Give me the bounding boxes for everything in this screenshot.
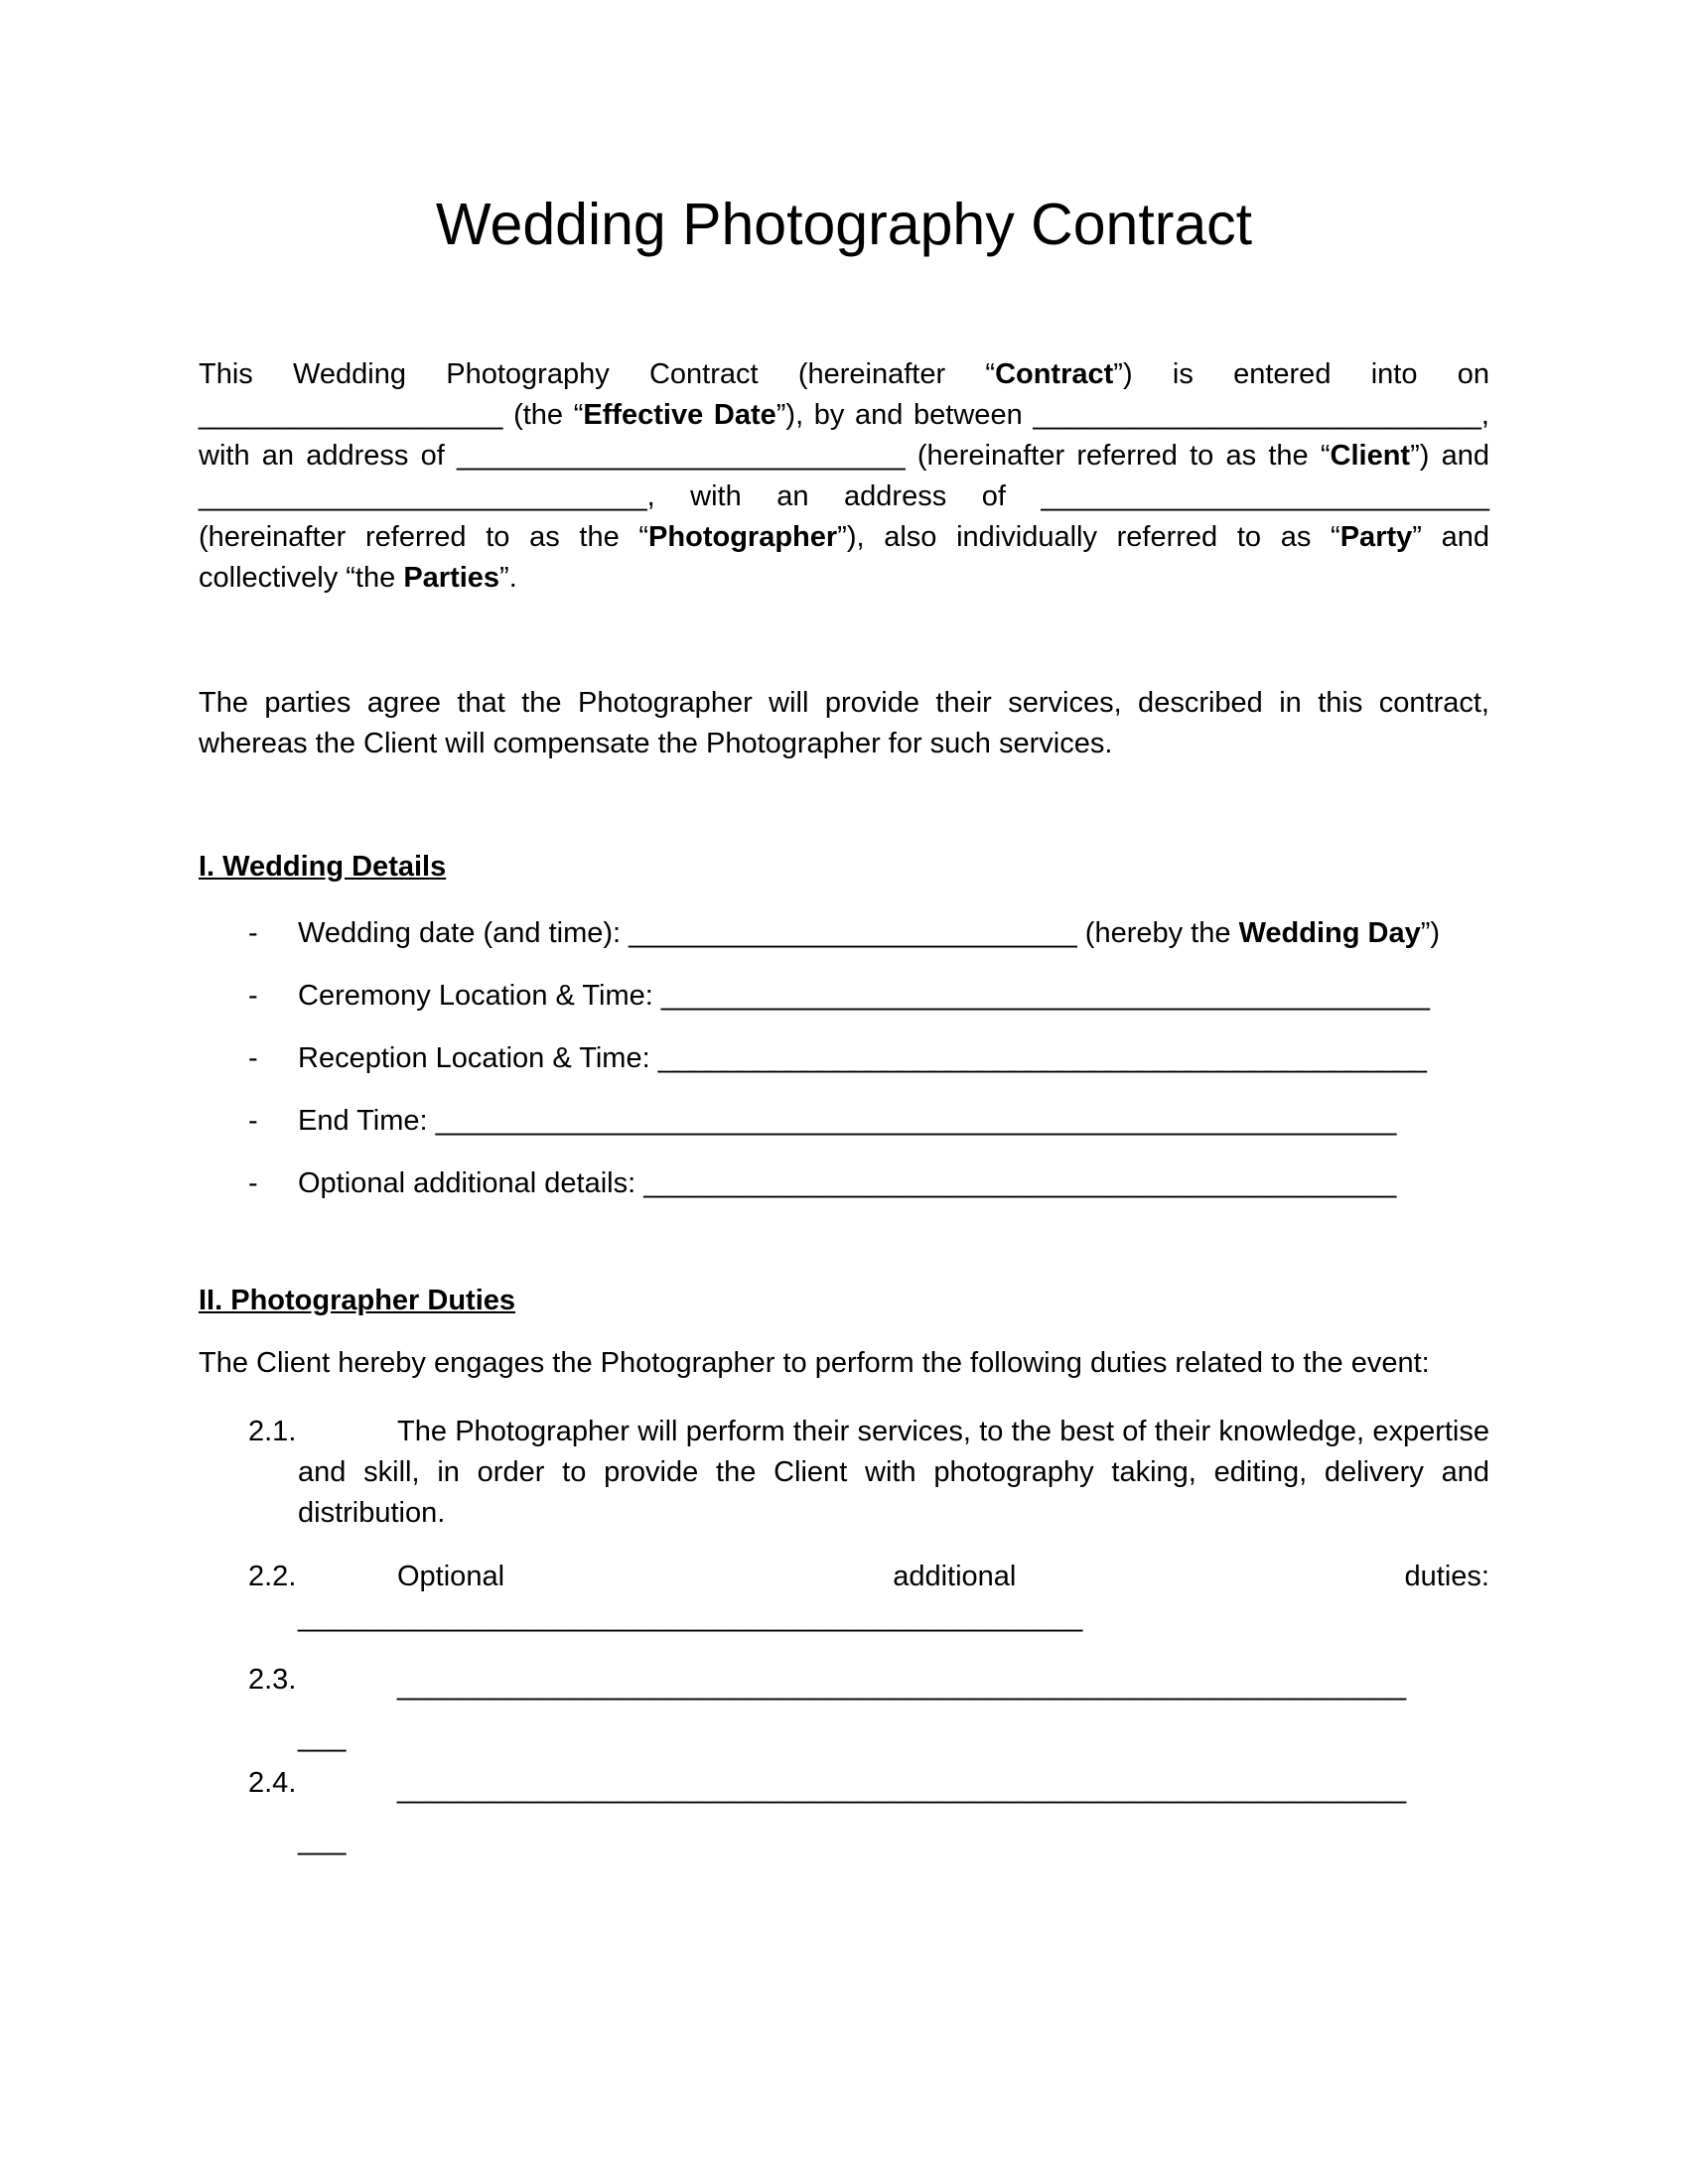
intro-text-b: ”) is entered into on ___________________ (the “ <box>199 358 1489 431</box>
wedding-date-text <box>298 913 1440 954</box>
wedding-date-label: Wedding date (and time): ____________________________ (hereby the <box>298 917 1239 949</box>
duties-intro: The Client hereby engages the Photographer to perform the following duties related to the event: <box>199 1347 1430 1379</box>
intro-text-g: ”. <box>499 562 517 594</box>
duty-text <box>298 1763 1489 1866</box>
duty-line-2: _________________________________________________ <box>298 1601 1083 1633</box>
list-item-end-time <box>199 1101 1489 1163</box>
duty-line-1: Optional additional duties: <box>397 1561 1489 1592</box>
duty-line-2: ___ <box>298 1825 347 1856</box>
list-item-ceremony <box>199 976 1489 1038</box>
term-client: Client <box>1330 440 1411 472</box>
duty-text <box>298 1660 1489 1763</box>
bullet-dash: - <box>248 1105 258 1137</box>
term-effective-date: Effective Date <box>583 399 776 431</box>
end-time-text: End Time: ____________________________________________________________ <box>298 1105 1397 1137</box>
list-item-additional-details <box>199 1163 1489 1226</box>
intro-paragraph <box>199 354 1489 599</box>
additional-details-text: Optional additional details: _______________________________________________ <box>298 1167 1397 1199</box>
term-contract: Contract <box>995 358 1114 390</box>
bullet-dash: - <box>248 980 258 1012</box>
section-heading-photographer-duties: II. Photographer Duties <box>199 1285 516 1316</box>
term-party: Party <box>1339 521 1413 553</box>
wedding-details-list <box>199 913 1489 1226</box>
document-title: Wedding Photography Contract <box>435 192 1253 257</box>
duty-line-1: _______________________________________________________________ <box>397 1670 1407 1702</box>
term-parties: Parties <box>403 562 500 594</box>
duty-number: 2.3. <box>248 1664 297 1696</box>
agreement-paragraph: The parties agree that the Photographer will provide their services, described in this contract, whereas the Client will compensate the Photographer for such services. <box>199 687 1489 759</box>
wedding-date-tail: ”) <box>1420 917 1441 949</box>
duty-line-2: ___ <box>298 1721 347 1753</box>
intro-text-f: ” and collectively “the <box>199 521 1489 594</box>
reception-text: Reception Location & Time: ________________________________________________ <box>298 1042 1427 1074</box>
list-item-wedding-date <box>199 913 1489 976</box>
list-item-reception <box>199 1038 1489 1101</box>
intro-text-e: ”), also individually referred to as “ <box>837 521 1340 553</box>
duty-number: 2.2. <box>248 1561 297 1592</box>
bullet-dash: - <box>248 917 258 949</box>
duty-line-1: _______________________________________________________________ <box>397 1773 1407 1805</box>
bullet-dash: - <box>248 1042 258 1074</box>
intro-text-d: ”) and ____________________________, with an address of ____________________________ (hereinafter referred to as the “ <box>199 440 1489 553</box>
duty-text <box>298 1557 1489 1638</box>
term-photographer: Photographer <box>648 521 838 553</box>
duty-text: The Photographer will perform their services, to the best of their knowledge, expertise and skill, in order to provide the Client with photography taking, editing, delivery and distribution. <box>298 1416 1489 1529</box>
intro-text-a: This Wedding Photography Contract (hereinafter “ <box>199 358 996 390</box>
section-heading-wedding-details: I. Wedding Details <box>199 851 447 883</box>
duty-number: 2.4. <box>248 1767 297 1799</box>
intro-text-c: ”), by and between ____________________________, with an address of ____________________________ (hereinafter referred to as the “ <box>199 399 1489 472</box>
term-wedding-day: Wedding Day <box>1238 917 1421 949</box>
bullet-dash: - <box>248 1167 258 1199</box>
duty-number: 2.1. <box>248 1416 297 1447</box>
ceremony-text: Ceremony Location & Time: ________________________________________________ <box>298 980 1431 1012</box>
